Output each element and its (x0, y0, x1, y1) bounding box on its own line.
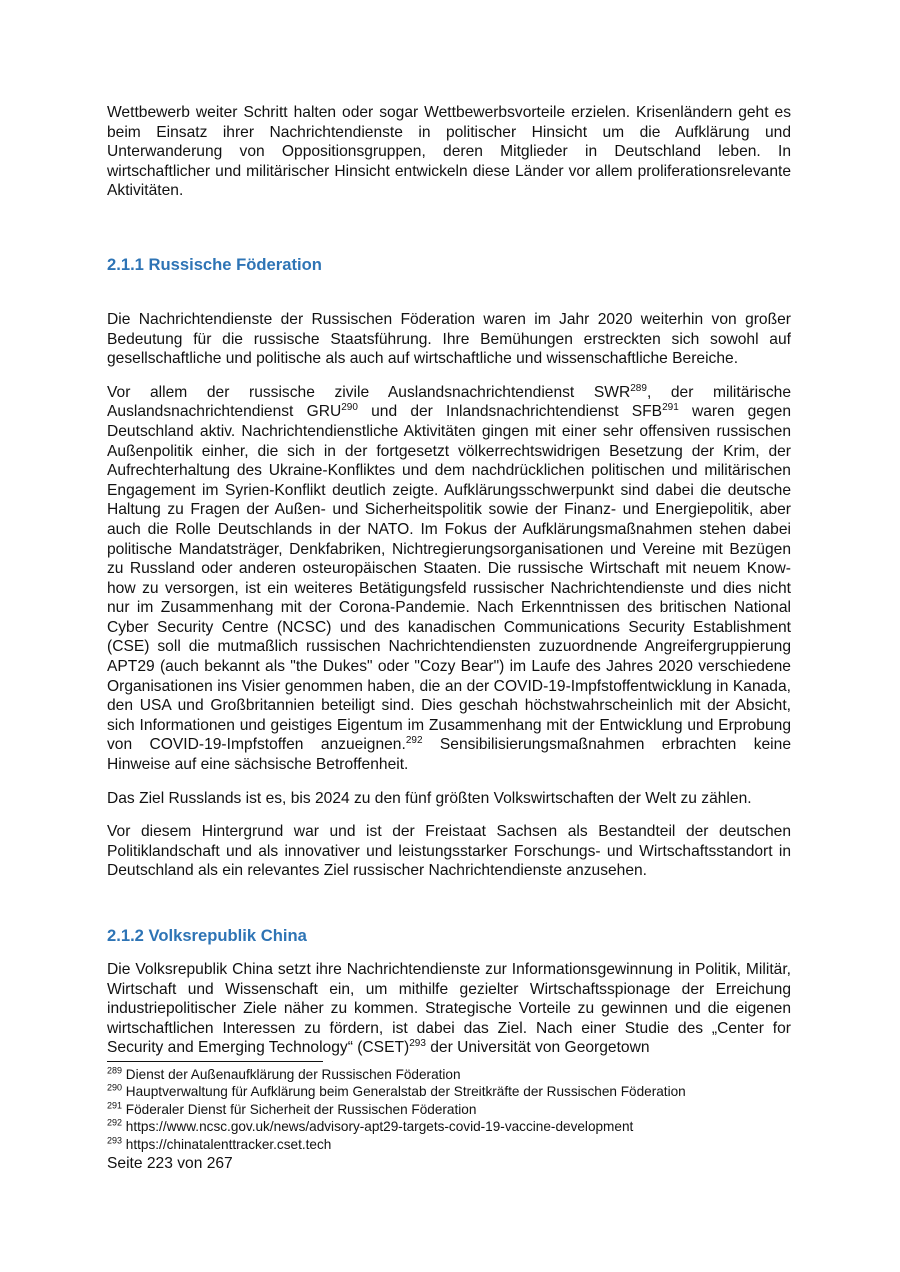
footnote-separator (107, 1061, 323, 1062)
russia-p2-text-d: waren gegen Deutschland aktiv. Nachrichtendienstliche Aktivitäten gingen mit einer sehr offensiven russischen Außenpolitik einher, die sich in der fortgesetzt völkerrechtswidrigen Besetzung der Krim, der Aufrechterhaltung des Ukraine-Konfliktes und dem nachdrücklichen politischen und militärischen Engagement im Syrien-Konflikt deutlich zeigte. Aufklärungsschwerpunkt sind dabei die deutsche Haltung zu Fragen der Außen- und Sicherheitspolitik sowie der Finanz- und Energiepolitik, aber auch die Rolle Deutschlands in der NATO. Im Fokus der Aufklärungsmaßnahmen stehen dabei politische Mandatsträger, Denkfabriken, Nichtregierungsorganisationen und Vereine mit Bezügen zu Russland oder anderen osteuropäischen Staaten. Die russische Wirtschaft mit neuem Know-how zu versorgen, ist ein weiteres Betätigungsfeld russischer Nachrichtendienste und dies nicht nur im Zusammenhang mit der Corona-Pandemie. Nach Erkenntnissen des britischen National Cyber Security Centre (NCSC) und des kanadischen Communications Security Establishment (CSE) soll die mutmaßlich russischen Nachrichtendiensten zuzuordnende Angreifergruppierung APT29 (auch bekannt als "the Dukes" oder "Cozy Bear") im Laufe des Jahres 2020 verschiedene Organisationen ins Visier genommen haben, die an der COVID-19-Impfstoffentwicklung in Kanada, den USA und Großbritannien beteiligt sind. Dies geschah höchstwahrscheinlich mit der Absicht, sich Informationen und geistiges Eigentum im Zusammenhang mit der Entwicklung und Erprobung von COVID-19-Impfstoffen anzueignen. (107, 403, 791, 754)
footnote-item (107, 1101, 791, 1119)
page-number: Seite 223 von 267 (107, 1155, 233, 1173)
footnote-text: Dienst der Außenaufklärung der Russischen Föderation (122, 1066, 461, 1082)
footnote-item (107, 1066, 791, 1084)
footnote-number: 291 (107, 1100, 123, 1111)
china-p1-text-b: der Universität von Georgetown (425, 1039, 650, 1057)
footnote-number: 293 (107, 1135, 123, 1146)
section-heading-china: 2.1.2 Volksrepublik China (107, 926, 307, 945)
footnote-item (107, 1118, 791, 1136)
footnote-text: Föderaler Dienst für Sicherheit der Russischen Föderation (122, 1101, 477, 1117)
footnote-text[interactable]: https://www.ncsc.gov.uk/news/advisory-apt29-targets-covid-19-vaccine-development (122, 1119, 634, 1135)
russia-paragraph-1: Die Nachrichtendienste der Russischen Föderation waren im Jahr 2020 weiterhin von großer Bedeutung für die russische Staatsführung. Ihre Bemühungen erstreckten sich sowohl auf gesellschaftliche und politische als auch auf wirtschaftliche und wissenschaftliche Bereiche. (107, 310, 791, 368)
china-p1-text-a: Die Volksrepublik China setzt ihre Nachrichtendienste zur Informationsgewinnung in Politik, Militär, Wirtschaft und Wissenschaft ein, um mithilfe gezielter Wirtschaftsspionage der Erreichung industriepolitischer Ziele näher zu kommen. Strategische Vorteile zu gewinnen und die eigenen wirtschaftlichen Interessen zu fördern, ist dabei das Ziel. Nach einer Studie des „Center for Security and Emerging Technology“ (CSET) (107, 961, 791, 1057)
russia-paragraph-4: Vor diesem Hintergrund war und ist der Freistaat Sachsen als Bestandteil der deutschen Politiklandschaft und als innovativer und leistungsstarker Forschungs- und Wirtschaftsstandort in Deutschland als ein relevantes Ziel russischer Nachrichtendienste anzusehen. (107, 823, 791, 880)
footnote-item (107, 1136, 791, 1154)
footnote-ref-292[interactable]: 292 (405, 735, 423, 747)
footnote-text: Hauptverwaltung für Aufklärung beim Generalstab der Streitkräfte der Russischen Föderation (122, 1084, 686, 1100)
china-paragraph-1 (107, 960, 791, 1058)
footnote-item (107, 1083, 791, 1101)
footnote-number: 290 (107, 1082, 123, 1093)
russia-p2-text-c: und der Inlandsnachrichtendienst SFB (357, 403, 663, 421)
footnote-ref-290[interactable]: 290 (341, 402, 358, 414)
russia-paragraph-2 (107, 383, 791, 775)
russia-p2-text-b: , der militärische Auslandsnachrichtendienst GRU (107, 383, 791, 421)
russia-paragraph-3: Das Ziel Russlands ist es, bis 2024 zu den fünf größten Volkswirtschaften der Welt zu zählen. (107, 789, 752, 807)
footnote-text[interactable]: https://chinatalenttracker.cset.tech (122, 1136, 332, 1152)
russia-p2-text-e: Sensibilisierungsmaßnahmen erbrachten keine Hinweise auf eine sächsische Betroffenheit. (107, 736, 791, 774)
footnote-number: 289 (107, 1065, 123, 1076)
footnote-list (107, 1066, 791, 1154)
section-heading-russia: 2.1.1 Russische Föderation (107, 254, 322, 274)
footnote-number: 292 (107, 1117, 123, 1128)
footnote-ref-289[interactable]: 289 (630, 382, 647, 394)
russia-p2-text-a: Vor allem der russische zivile Auslandsnachrichtendienst SWR (107, 383, 631, 401)
footnote-ref-293[interactable]: 293 (409, 1038, 426, 1050)
intro-paragraph: Wettbewerb weiter Schritt halten oder sogar Wettbewerbsvorteile erzielen. Krisenländern geht es beim Einsatz ihrer Nachrichtendienste in politischer Hinsicht um die Aufklärung und Unterwanderung von Oppositionsgruppen, deren Mitglieder in Deutschland leben. In wirtschaftlicher und militärischer Hinsicht entwickeln diese Länder vor allem proliferationsrelevante Aktivitäten. (107, 104, 791, 200)
document-page (107, 103, 791, 1173)
footnote-ref-291[interactable]: 291 (662, 402, 679, 414)
